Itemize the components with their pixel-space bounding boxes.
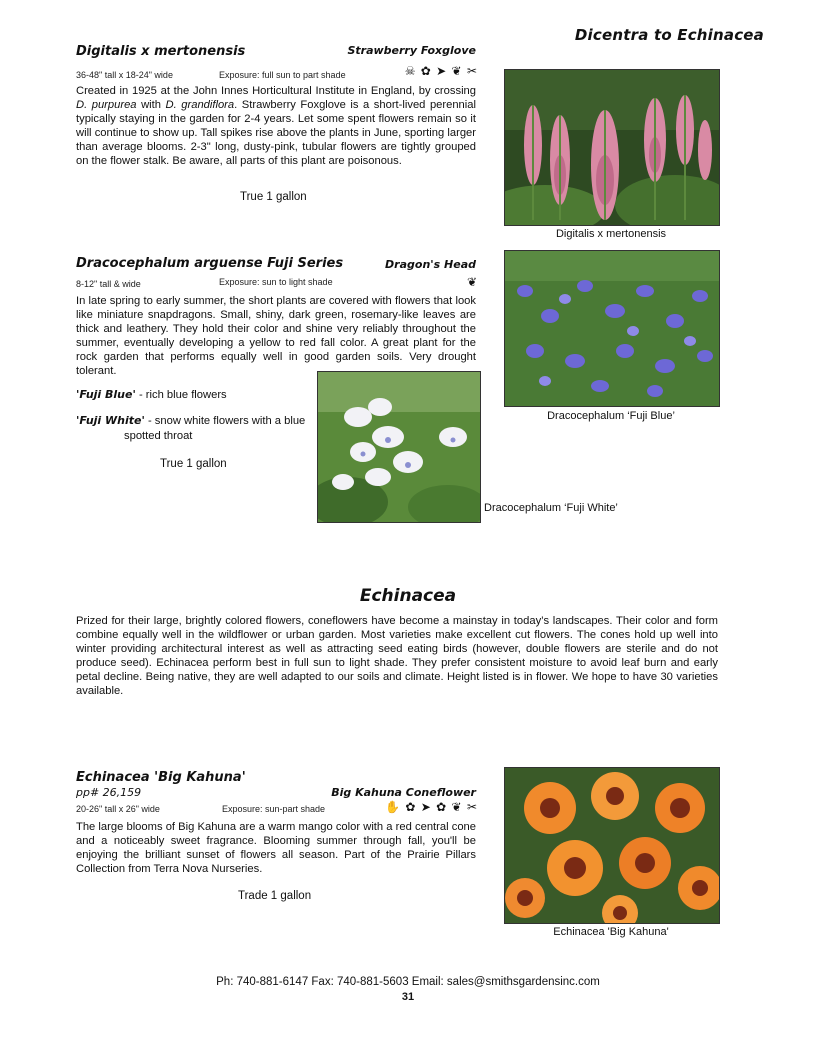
big-kahuna-container: Trade 1 gallon [238, 890, 312, 902]
fuji-white-variety-desc: spotted throat [124, 430, 193, 442]
digitalis-photo [504, 69, 720, 226]
fuji-white-photo [317, 371, 481, 523]
fuji-blue-variety: 'Fuji Blue' - rich blue flowers [76, 388, 227, 401]
big-kahuna-exposure: Exposure: sun-part shade [222, 804, 326, 814]
digitalis-common-name: Strawberry Foxglove [347, 44, 476, 57]
dracocephalum-exposure: Exposure: sun to light shade [219, 277, 333, 287]
big-kahuna-description: The large blooms of Big Kahuna are a warm mango color with a red central cone and a noticeably sweet fragrance. Blooming summer through fall, you'll be enjoying the brilliant sunset of flowers all season. Part of the Prairie Pillars Collection from Terra Nova Nurseries. [76, 821, 476, 875]
digitalis-caption: Digitalis x mertonensis [555, 228, 667, 240]
dracocephalum-size: 8-12" tall & wide [76, 279, 141, 289]
fuji-white-caption: Dracocephalum ‘Fuji White’ [484, 502, 618, 514]
digitalis-title: Digitalis x mertonensis [76, 44, 246, 59]
dracocephalum-description: In late spring to early summer, the short plants are covered with flowers that look like miniature snapdragons. Small, shiny, dark green, rosemary-like leaves are thick and leathery. They hold their color and shine very reliably throughout the summer, eventually developing a yellow to red fall color. A great plant for the rock garden that performs equally well in good garden soils. Very drought tolerant. [76, 295, 476, 377]
big-kahuna-caption: Echinacea 'Big Kahuna' [553, 926, 669, 938]
big-kahuna-title: Echinacea 'Big Kahuna' [76, 770, 246, 785]
fuji-blue-caption: Dracocephalum ‘Fuji Blue’ [547, 410, 675, 422]
deer-resistant-icon: ❦ [466, 275, 478, 289]
digitalis-container: True 1 gallon [240, 191, 307, 203]
fuji-white-variety: 'Fuji White' - snow white flowers with a blue [76, 414, 306, 427]
dracocephalum-container: True 1 gallon [160, 458, 227, 470]
big-kahuna-common-name: Big Kahuna Coneflower [331, 786, 476, 799]
dracocephalum-common-name: Dragon's Head [385, 258, 476, 271]
fuji-white-image [318, 372, 480, 522]
fuji-blue-image [505, 251, 719, 406]
section-title: Echinacea [359, 586, 457, 606]
big-kahuna-photo [504, 767, 720, 924]
coneflower-image [505, 768, 719, 923]
digitalis-description: Created in 1925 at the John Innes Horticultural Institute in England, by crossing D. purpurea with D. grandiflora. Strawberry Foxglove is a short-lived perennial typically staying in the garden for 2-4 years. Let some spent flowers remain so it will continue to show up. Tall spikes rise above the plants in June, sporting larger than average blooms. 2-3" long, dusty-pink, tubular flowers are tightly grouped on the flower stalk. Be aware, all parts of this plant are poisonous. [76, 85, 476, 167]
foxglove-image [505, 70, 719, 225]
digitalis-exposure: Exposure: full sun to part shade [219, 70, 346, 80]
page-number: 31 [401, 991, 415, 1003]
page-header: Dicentra to Echinacea [574, 26, 764, 44]
big-kahuna-size: 20-26" tall x 26" wide [76, 804, 160, 814]
big-kahuna-patent: pp# 26,159 [76, 786, 142, 799]
digitalis-size: 36-48" tall x 18-24" wide [76, 70, 173, 80]
fuji-blue-photo [504, 250, 720, 407]
big-kahuna-attribute-icons: ✋ ✿ ➤ ✿ ❦ ✂ [385, 800, 478, 814]
attribute-icons: ☠ ✿ ➤ ❦ ✂ [404, 64, 478, 78]
dracocephalum-title: Dracocephalum arguense Fuji Series [76, 256, 344, 271]
echinacea-intro: Prized for their large, brightly colored flowers, coneflowers have become a mainstay in today’s landscapes. Their color and form combine equally well in the wildflower or urban garden. Most varieties make excellent cut flowers. The cones hold up well into winter providing architectural interest as well as attracting seed eating birds (however, double flowers are sterile and do not produce seed). Echinacea perform best in full sun to light shade. They prefer consistent moisture to avoid leaf burn and early petal decline. Being native, they are well adapted to our soils and climate. Height listed is in flower. We hope to have 30 varieties available. [76, 615, 718, 697]
footer-contact: Ph: 740-881-6147 Fax: 740-881-5603 Email: sales@smithsgardensinc.com [216, 976, 600, 988]
